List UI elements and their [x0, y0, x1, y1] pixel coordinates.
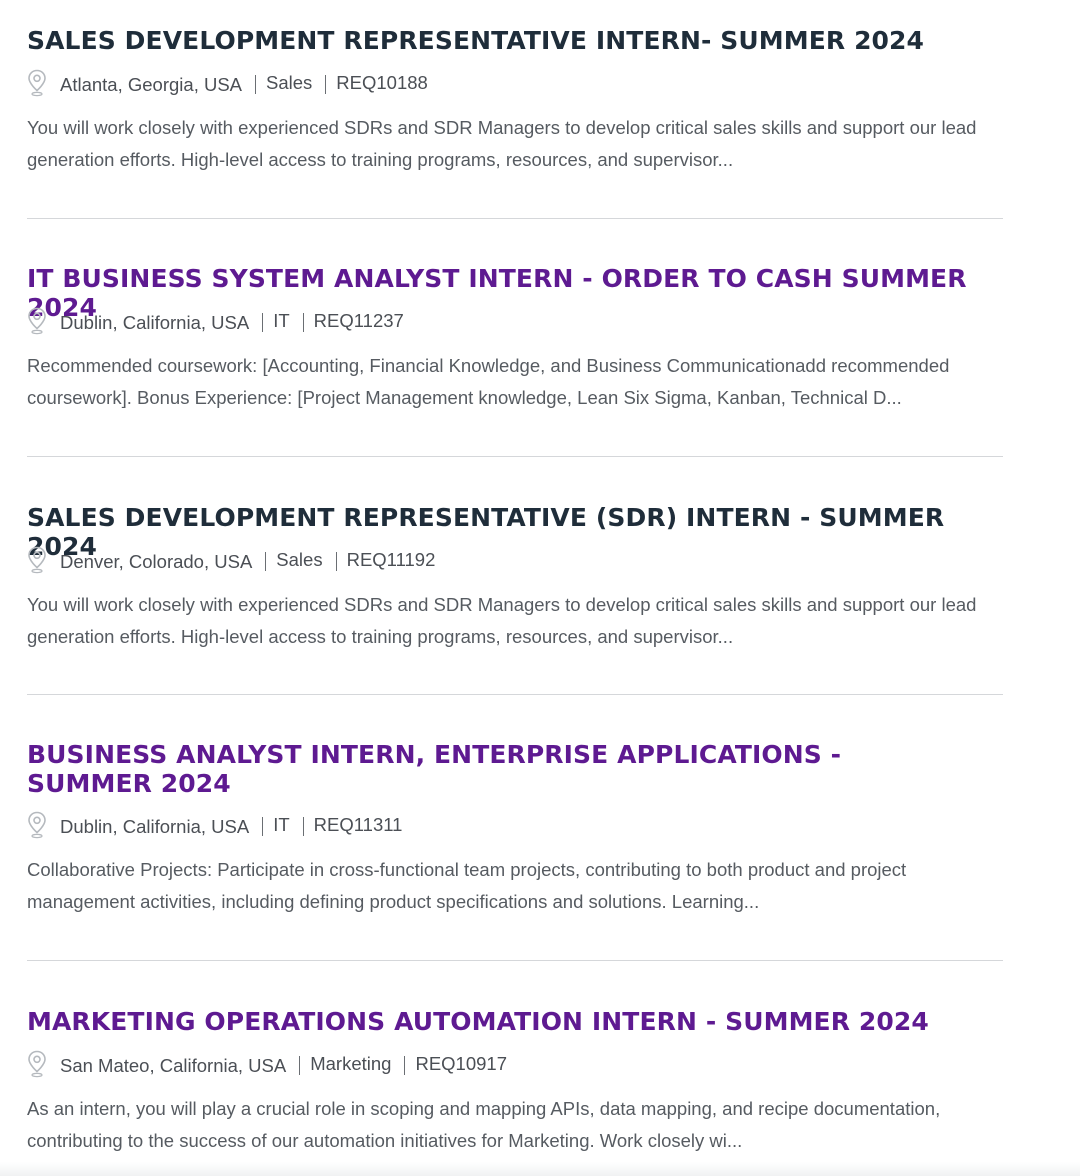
job-meta	[27, 69, 428, 99]
job-meta	[27, 546, 435, 576]
map-pin-icon	[27, 69, 47, 97]
job-req-id: REQ11311	[313, 814, 403, 835]
map-pin-icon	[27, 546, 47, 574]
job-title-link[interactable]: MARKETING OPERATIONS AUTOMATION INTERN - SUMMER 2024	[27, 1007, 929, 1036]
job-meta	[27, 1050, 507, 1080]
job-location: Denver, Colorado, USA	[60, 551, 253, 572]
map-pin-icon	[27, 307, 47, 335]
job-description: As an intern, you will play a crucial role in scoping and mapping APIs, data mapping, and recipe documentation, contributing to the success of our automation initiatives for Marketing. Work closely wi...	[27, 1098, 941, 1151]
job-req-id: REQ11237	[313, 310, 404, 331]
listing-divider	[27, 960, 1003, 961]
job-title-link[interactable]: IT BUSINESS SYSTEM ANALYST INTERN - ORDER TO CASH SUMMER 2024	[27, 264, 967, 322]
job-department: Sales	[266, 72, 313, 93]
job-department: IT	[273, 814, 290, 835]
map-pin-icon	[27, 811, 47, 839]
job-req-id: REQ10188	[336, 72, 428, 93]
meta-separator	[303, 313, 304, 332]
job-department: Marketing	[310, 1053, 392, 1074]
job-location: Atlanta, Georgia, USA	[60, 74, 243, 95]
job-description: You will work closely with experienced SDRs and SDR Managers to develop critical sales skills and support our lead generation efforts. High-level access to training programs, resources, and supervisor...	[27, 117, 977, 170]
job-location: Dublin, California, USA	[60, 312, 250, 333]
job-department: IT	[273, 310, 290, 331]
job-title-link[interactable]: SALES DEVELOPMENT REPRESENTATIVE (SDR) INTERN - SUMMER 2024	[27, 503, 945, 561]
listing-divider	[27, 218, 1003, 219]
job-description: You will work closely with experienced SDRs and SDR Managers to develop critical sales skills and support our lead generation efforts. High-level access to training programs, resources, and supervisor...	[27, 594, 977, 647]
job-title-link[interactable]: SALES DEVELOPMENT REPRESENTATIVE INTERN- SUMMER 2024	[27, 26, 925, 55]
job-location: San Mateo, California, USA	[60, 1055, 287, 1076]
meta-separator	[262, 817, 263, 836]
job-department: Sales	[276, 549, 323, 570]
meta-separator	[404, 1056, 405, 1075]
job-req-id: REQ10917	[415, 1053, 507, 1074]
listing-divider	[27, 694, 1003, 695]
job-title-link[interactable]: BUSINESS ANALYST INTERN, ENTERPRISE APPLICATIONS - SUMMER 2024	[27, 740, 842, 798]
job-req-id: REQ11192	[346, 549, 436, 570]
meta-separator	[265, 552, 266, 571]
job-meta	[27, 811, 402, 841]
job-meta	[27, 307, 404, 337]
map-pin-icon	[27, 1050, 47, 1078]
meta-separator	[303, 817, 304, 836]
scroll-fade	[0, 1162, 1080, 1176]
meta-separator	[325, 75, 326, 94]
job-location: Dublin, California, USA	[60, 816, 250, 837]
job-description: Recommended coursework: [Accounting, Financial Knowledge, and Business Communicationadd recommended coursework]. Bonus Experience: [Project Management knowledge, Lean Six Sigma, Kanban, Technical D...	[27, 355, 950, 408]
meta-separator	[262, 313, 263, 332]
job-description: Collaborative Projects: Participate in cross-functional team projects, contributing to both product and project management activities, including defining product specifications and solutions. Learning...	[27, 859, 907, 912]
listing-divider	[27, 456, 1003, 457]
meta-separator	[299, 1056, 300, 1075]
meta-separator	[255, 75, 256, 94]
meta-separator	[336, 552, 337, 571]
